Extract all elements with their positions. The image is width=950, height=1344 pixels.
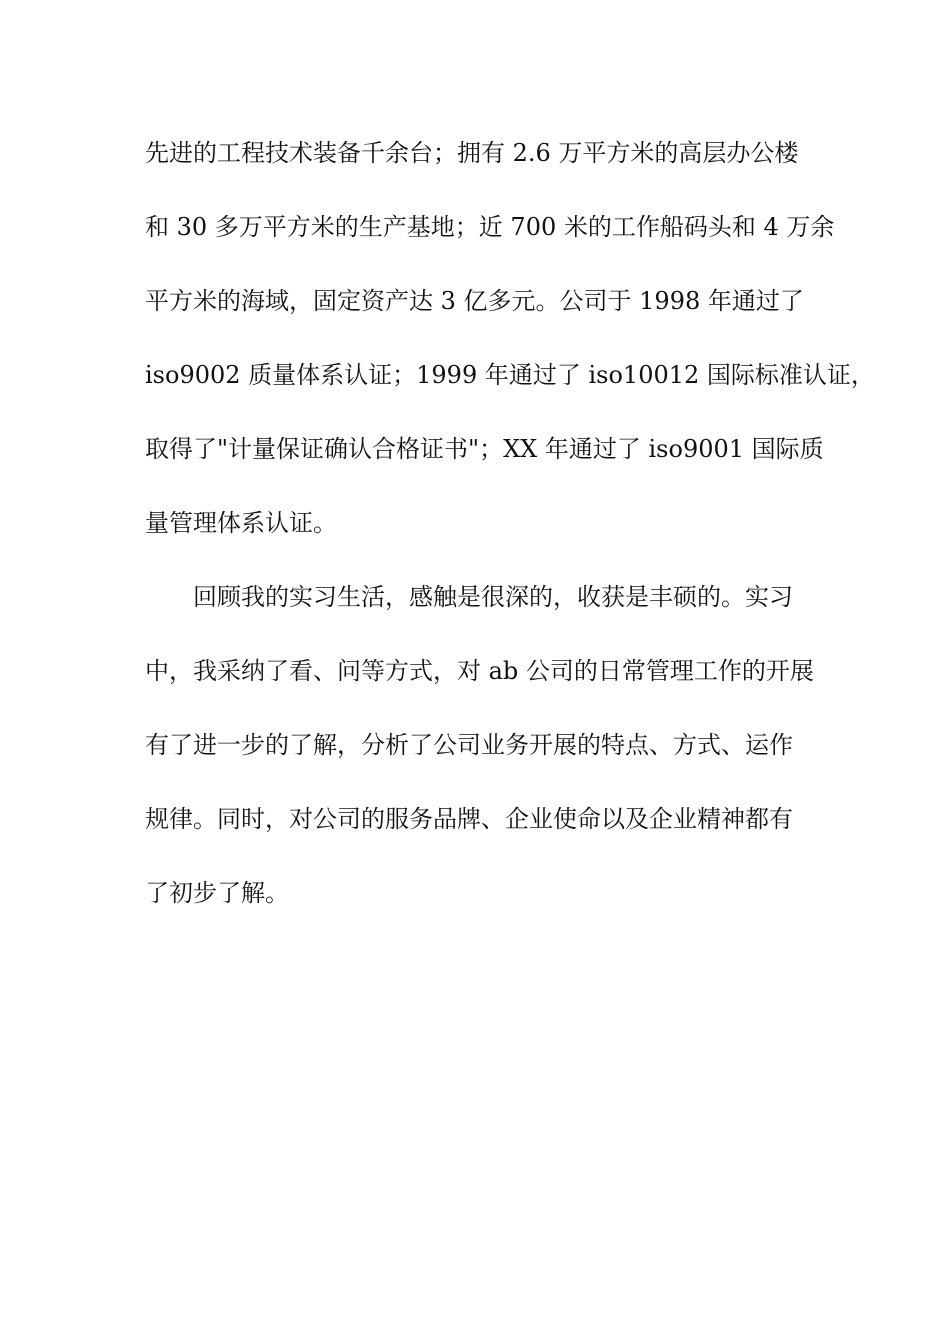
text-line: 量管理体系认证。 bbox=[145, 509, 337, 537]
text-line: 有了进一步的了解，分析了公司业务开展的特点、方式、运作 bbox=[145, 731, 793, 759]
text-line: 平方米的海域，固定资产达 3 亿多元。公司于 1998 年通过了 bbox=[145, 287, 804, 315]
text-line: iso9002 质量体系认证；1999 年通过了 iso10012 国际标准认证， bbox=[145, 361, 875, 389]
text-line: 回顾我的实习生活，感触是很深的，收获是丰硕的。实习 bbox=[193, 583, 793, 611]
paragraph-company-overview bbox=[145, 130, 875, 574]
document-body bbox=[145, 130, 875, 944]
paragraph-internship-review bbox=[145, 574, 815, 944]
text-line: 规律。同时，对公司的服务品牌、企业使命以及企业精神都有 bbox=[145, 805, 793, 833]
text-line: 了初步了解。 bbox=[145, 879, 289, 907]
text-line: 取得了"计量保证确认合格证书"；XX 年通过了 iso9001 国际质 bbox=[145, 435, 824, 463]
text-line: 先进的工程技术装备千余台；拥有 2.6 万平方米的高层办公楼 bbox=[145, 139, 799, 167]
text-line: 和 30 多万平方米的生产基地；近 700 米的工作船码头和 4 万余 bbox=[145, 213, 835, 241]
text-line: 中，我采纳了看、问等方式，对 ab 公司的日常管理工作的开展 bbox=[145, 657, 814, 685]
